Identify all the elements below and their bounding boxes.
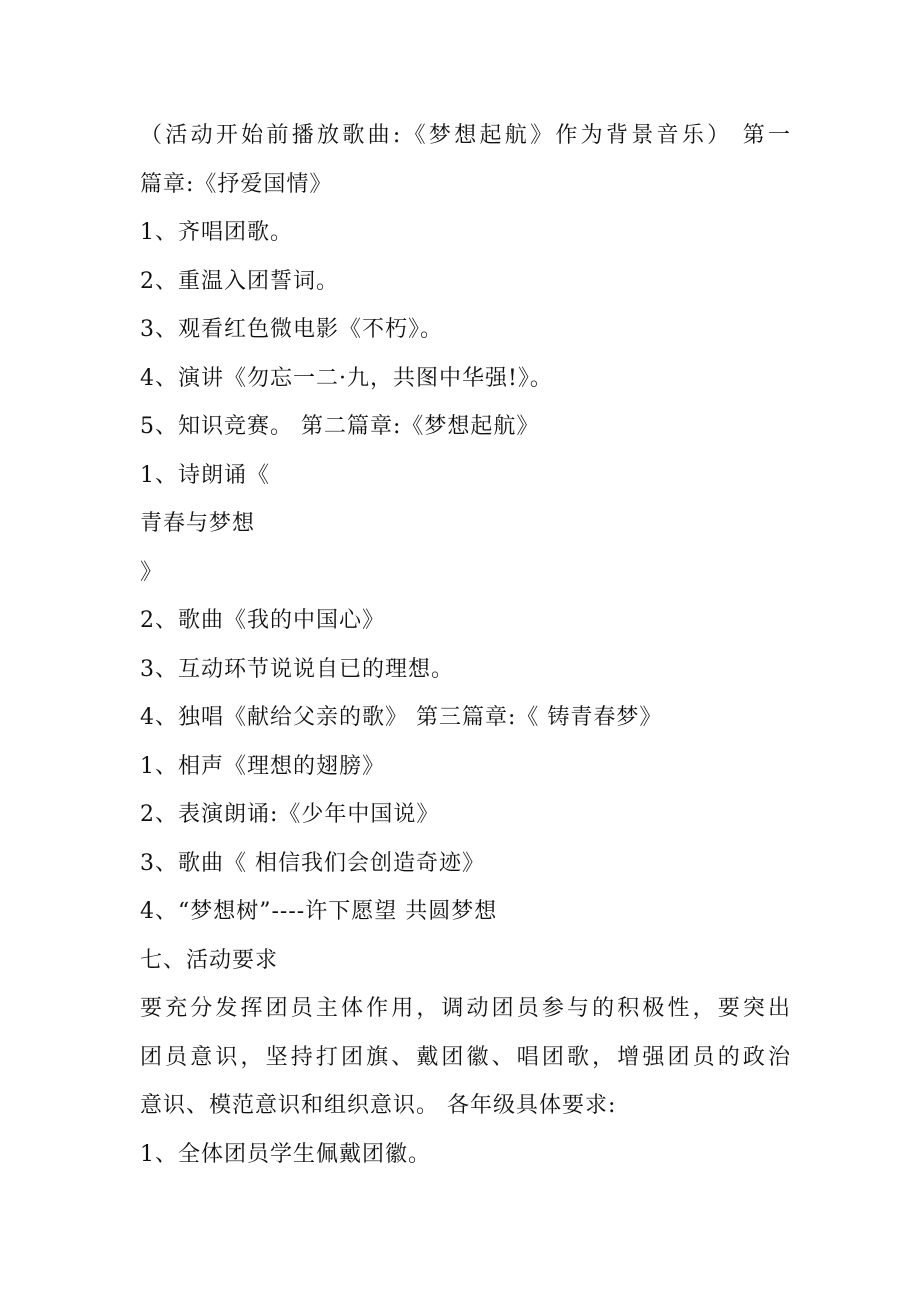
list-item: 5、知识竞赛。 第二篇章:《梦想起航》 <box>140 414 540 439</box>
list-item: 1、齐唱团歌。 <box>140 220 293 245</box>
list-item: 1、相声《理想的翅膀》 <box>140 753 385 779</box>
list-item: 1、全体团员学生佩戴团徽。 <box>140 1141 431 1167</box>
paragraph-line: 意识、模范意识和组织意识。 各年级具体要求: <box>140 1093 617 1118</box>
list-item: 3、互动环节说说自已的理想。 <box>140 656 454 682</box>
list-item: 4、“梦想树”----许下愿望 共圆梦想 <box>140 899 498 924</box>
list-item: 2、表演朗诵:《少年中国说》 <box>140 802 440 827</box>
paragraph-line: 要充分发挥团员主体作用，调动团员参与的积极性，要突出 <box>140 996 790 1021</box>
paragraph-line: 团员意识，坚持打团旗、戴团徽、唱团歌，增强团员的政治 <box>140 1044 790 1070</box>
list-item: 2、重温入团誓词。 <box>140 268 339 294</box>
document-body <box>140 112 790 1179</box>
list-item: 3、观看红色微电影《不朽》。 <box>140 317 443 342</box>
section-heading-requirements: 七、活动要求 <box>140 947 279 973</box>
list-item: 3、歌曲《 相信我们会创造奇迹》 <box>140 850 485 876</box>
list-item: 1、诗朗诵《 <box>140 462 270 488</box>
poem-title: 青春与梦想 <box>140 511 256 536</box>
list-item: 2、歌曲《我的中国心》 <box>140 608 385 633</box>
list-item: 4、演讲《勿忘一二·九，共图中华强!》。 <box>140 365 553 391</box>
chapter-one-title: 篇章:《抒爱国情》 <box>140 171 333 197</box>
list-item: 4、独唱《献给父亲的歌》 第三篇章:《 铸青春梦》 <box>140 705 663 730</box>
paragraph-line-intro: （活动开始前播放歌曲:《梦想起航》作为背景音乐） 第一 <box>140 123 790 148</box>
poem-title-close: 》 <box>140 559 164 585</box>
